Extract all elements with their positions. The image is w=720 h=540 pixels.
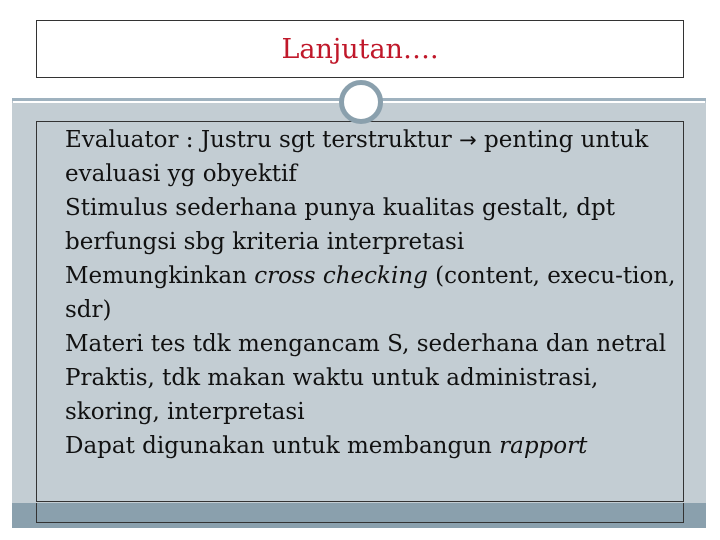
bullet-text: penting untuk evaluasi yg obyektif bbox=[65, 127, 649, 187]
bullet-item bbox=[44, 191, 676, 259]
bullet-item bbox=[44, 429, 676, 463]
bullet-text: Dapat digunakan untuk membangun bbox=[65, 433, 500, 459]
bullet-item bbox=[44, 361, 676, 429]
bullet-text: (content, execu-tion, sdr) bbox=[65, 263, 676, 323]
bullet-item bbox=[44, 327, 676, 361]
title-box bbox=[36, 20, 684, 78]
bullet-item bbox=[44, 259, 676, 327]
bullet-text: Materi tes tdk mengancam S, sederhana dan netral bbox=[65, 331, 667, 357]
bullet-list bbox=[44, 123, 676, 463]
divider-circle-ornament bbox=[339, 80, 383, 124]
bullet-text-italic: cross checking bbox=[254, 263, 428, 289]
bullet-item bbox=[44, 123, 676, 191]
bottom-box bbox=[36, 503, 684, 523]
bullet-text: Praktis, tdk makan waktu untuk administrasi, skoring, interpretasi bbox=[65, 365, 599, 425]
arrow-right-icon: → bbox=[459, 128, 477, 152]
bullet-text: Memungkinkan bbox=[65, 263, 255, 289]
bullet-text: Stimulus sederhana punya kualitas gestalt, dpt berfungsi sbg kriteria interpretasi bbox=[65, 195, 615, 255]
bullet-text-italic: rapport bbox=[499, 433, 588, 459]
bullet-text: Evaluator : Justru sgt terstruktur bbox=[65, 127, 460, 153]
slide-title: Lanjutan…. bbox=[281, 33, 439, 65]
